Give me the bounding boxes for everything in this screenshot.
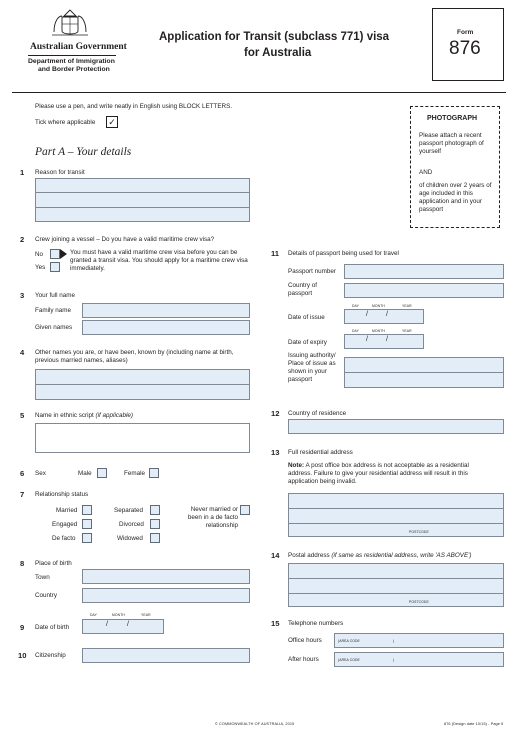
photo-title: PHOTOGRAPH: [427, 115, 478, 122]
photo-text-1: Please attach a recent passport photograph of yourself: [419, 132, 484, 156]
expiry-month-label: MONTH: [372, 329, 385, 333]
date-separator: /: [106, 621, 108, 628]
separated-checkbox[interactable]: [150, 505, 160, 515]
field-line: [35, 384, 250, 385]
q10-label: Citizenship: [35, 652, 66, 659]
widowed-checkbox[interactable]: [150, 533, 160, 543]
q3-number: 3: [20, 291, 25, 300]
given-names-label: Given names: [35, 324, 73, 331]
field-line: [288, 593, 504, 594]
q2-label: Crew joining a vessel – Do you have a valid maritime crew visa?: [35, 236, 215, 243]
header-rule: [12, 92, 506, 93]
after-area-code-close: ): [393, 658, 395, 662]
dob-day-label: DAY: [90, 613, 98, 617]
passport-country-field[interactable]: [344, 283, 504, 298]
photo-box: [410, 106, 500, 228]
instruction-text: Please use a pen, and write neatly in English using BLOCK LETTERS.: [35, 103, 233, 110]
sex-male-checkbox[interactable]: [97, 468, 107, 478]
copyright-footer: © COMMONWEALTH OF AUSTRALIA, 2015: [215, 722, 295, 726]
photo-and: AND: [419, 169, 433, 176]
separated-label: Separated: [114, 507, 144, 514]
q14-label-text: Postal address: [288, 552, 330, 559]
q13-number: 13: [271, 448, 280, 457]
arrow-icon: [60, 249, 67, 259]
photo-text-2: of children over 2 years of age included in this application and in your passport: [419, 182, 492, 214]
given-names-field[interactable]: [82, 320, 250, 335]
q11-number: 11: [271, 249, 280, 258]
date-of-birth-field[interactable]: [82, 619, 164, 634]
form-label: Form: [457, 29, 474, 36]
q12-number: 12: [271, 409, 280, 418]
field-line: [288, 578, 504, 579]
birth-town-field[interactable]: [82, 569, 250, 584]
town-label: Town: [35, 574, 50, 581]
department-name-line2: and Border Protection: [38, 66, 110, 73]
reason-for-transit-field[interactable]: [35, 178, 250, 222]
date-separator: /: [386, 311, 388, 318]
logo-divider: [28, 55, 116, 56]
q5-label-text: Name in ethnic script: [35, 412, 94, 419]
department-name-line1: Department of Immigration: [28, 58, 115, 65]
q11-label: Details of passport being used for travel: [288, 250, 399, 257]
q9-number: 9: [20, 623, 25, 632]
after-area-code-label: (AREA CODE: [338, 658, 360, 662]
page-number-footer: 876 (Design date 10/15) - Page 5: [444, 722, 504, 726]
q2-number: 2: [20, 235, 25, 244]
dob-month-label: MONTH: [112, 613, 125, 617]
field-line: [344, 372, 504, 373]
expiry-day-label: DAY: [352, 329, 360, 333]
dob-year-label: YEAR: [141, 613, 151, 617]
q8-label: Place of birth: [35, 560, 72, 567]
married-label: Married: [56, 507, 78, 514]
male-label: Male: [78, 470, 92, 477]
q7-number: 7: [20, 490, 25, 499]
passport-number-field[interactable]: [344, 264, 504, 279]
q12-label: Country of residence: [288, 410, 347, 417]
q3-label: Your full name: [35, 292, 76, 299]
residential-postcode-label: POSTCODE: [409, 530, 429, 534]
q13-note: [288, 462, 493, 486]
date-of-expiry-label: Date of expiry: [288, 339, 327, 346]
q5-label-italic: (if applicable): [95, 412, 133, 419]
date-separator: /: [127, 621, 129, 628]
tick-instruction: Tick where applicable: [35, 119, 96, 126]
q4-label: Other names you are, or have been, known by (including name at birth, previous married names, aliases): [35, 349, 234, 365]
date-separator: /: [386, 336, 388, 343]
issue-year-label: YEAR: [402, 304, 412, 308]
q15-number: 15: [271, 619, 280, 628]
date-separator: /: [366, 311, 368, 318]
q2-note: You must have a valid maritime crew visa before you can be granted a transit visa. You should apply for a maritime crew visa immediately.: [70, 249, 248, 273]
q2-yes-label: Yes: [35, 264, 46, 271]
crew-visa-no-checkbox[interactable]: [50, 249, 60, 259]
widowed-label: Widowed: [117, 535, 143, 542]
passport-country-label: Country of passport: [288, 282, 318, 298]
divorced-checkbox[interactable]: [150, 519, 160, 529]
office-area-code-close: ): [393, 639, 395, 643]
date-of-issue-label: Date of issue: [288, 314, 325, 321]
citizenship-field[interactable]: [82, 648, 250, 663]
postal-postcode-label: POSTCODE: [409, 600, 429, 604]
office-area-code-label: (AREA CODE: [338, 639, 360, 643]
q8-number: 8: [20, 559, 25, 568]
engaged-checkbox[interactable]: [82, 519, 92, 529]
sex-female-checkbox[interactable]: [149, 468, 159, 478]
field-line: [288, 508, 504, 509]
passport-number-label: Passport number: [288, 268, 336, 275]
country-of-residence-field[interactable]: [288, 419, 504, 434]
office-hours-label: Office hours: [288, 637, 322, 644]
note-text: A post office box address is not acceptable as a residential address. Failure to give your residential address will result in this application being invalid.: [288, 462, 469, 486]
defacto-checkbox[interactable]: [82, 533, 92, 543]
field-line: [35, 192, 250, 193]
part-a-title: Part A – Your details: [35, 146, 132, 158]
note-label: Note:: [288, 462, 305, 469]
never-married-label: Never married or been in a de facto relationship: [187, 506, 238, 530]
issue-month-label: MONTH: [372, 304, 385, 308]
q5-label: [35, 412, 133, 420]
date-of-expiry-field[interactable]: [344, 334, 424, 349]
q14-number: 14: [271, 551, 280, 560]
divorced-label: Divorced: [119, 521, 144, 528]
married-checkbox[interactable]: [82, 505, 92, 515]
government-name: Australian Government: [30, 42, 127, 52]
never-married-checkbox[interactable]: [240, 505, 250, 515]
form-number: 876: [449, 38, 481, 59]
residential-address-field[interactable]: [288, 493, 504, 537]
issue-day-label: DAY: [352, 304, 360, 308]
form-title-line1: Application for Transit (subclass 771) visa: [159, 31, 390, 43]
expiry-year-label: YEAR: [402, 329, 412, 333]
family-name-label: Family name: [35, 307, 72, 314]
ethnic-script-name-field[interactable]: [35, 423, 250, 453]
defacto-label: De facto: [52, 535, 76, 542]
after-hours-label: After hours: [288, 656, 319, 663]
date-of-issue-field[interactable]: [344, 309, 424, 324]
date-separator: /: [366, 336, 368, 343]
form-number-box: [432, 8, 504, 81]
family-name-field[interactable]: [82, 303, 250, 318]
q5-number: 5: [20, 411, 25, 420]
q4-number: 4: [20, 348, 25, 357]
q1-number: 1: [20, 168, 25, 177]
country-label: Country: [35, 592, 58, 599]
female-label: Female: [124, 470, 145, 477]
postal-address-field[interactable]: [288, 563, 504, 607]
tick-example-box: ✓: [106, 116, 118, 128]
government-crest-icon: [48, 8, 92, 38]
q14-label: [288, 552, 471, 560]
issuing-authority-label: Issuing authority/ Place of issue as shown in your passport: [288, 352, 336, 384]
q6-number: 6: [20, 469, 25, 478]
q2-no-label: No: [35, 251, 44, 258]
q13-label: Full residential address: [288, 449, 353, 456]
q10-number: 10: [18, 651, 27, 660]
q7-label: Relationship status: [35, 491, 89, 498]
field-line: [35, 207, 250, 208]
q9-label: Date of birth: [35, 624, 70, 631]
birth-country-field[interactable]: [82, 588, 250, 603]
field-line: [288, 523, 504, 524]
crew-visa-yes-checkbox[interactable]: [50, 262, 60, 272]
engaged-label: Engaged: [52, 521, 78, 528]
q6-label: Sex: [35, 470, 46, 477]
q14-label-italic: (if same as residential address, write 'AS ABOVE'): [331, 552, 472, 559]
q15-label: Telephone numbers: [288, 620, 344, 627]
form-title-line2: for Australia: [244, 47, 312, 59]
q1-label: Reason for transit: [35, 169, 85, 176]
